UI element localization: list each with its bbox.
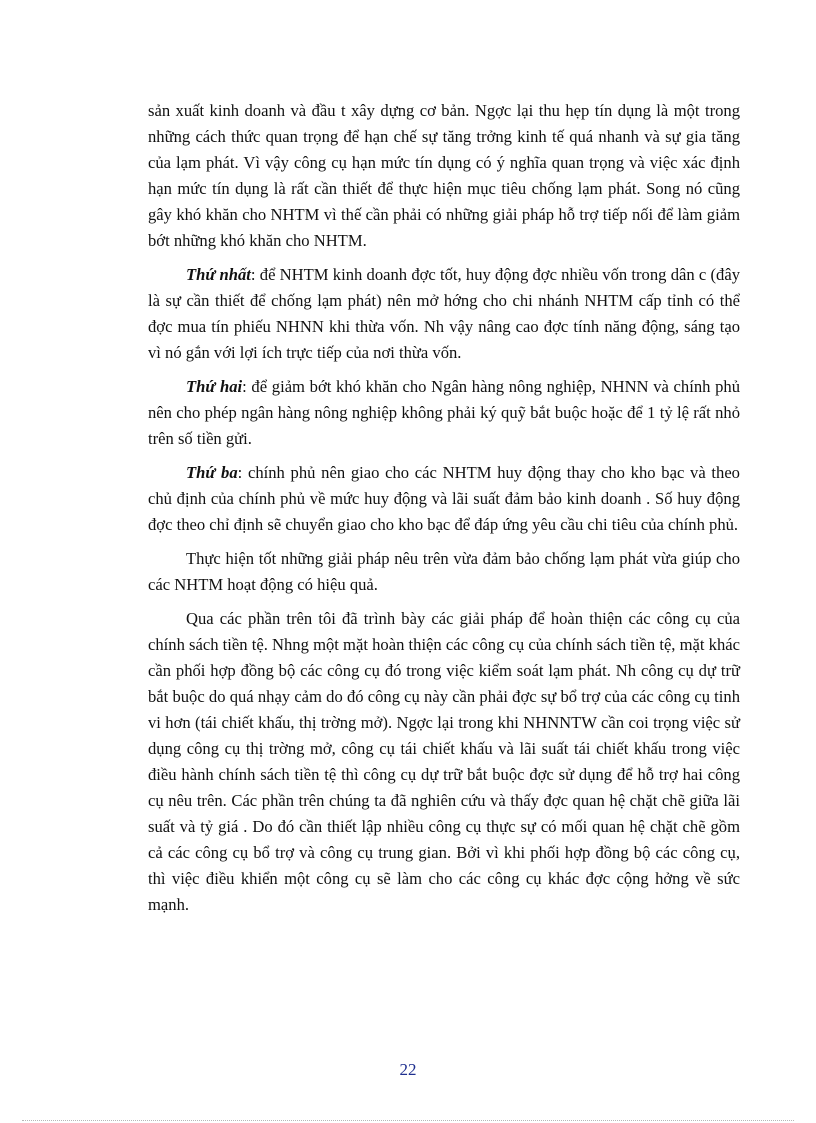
document-body bbox=[148, 98, 740, 926]
paragraph-text: : để NHTM kinh doanh đợc tốt, huy động đợc nhiều vốn trong dân c (đây là sự cần thiết để chống lạm phát) nên mở hớng cho chi nhánh NHTM cấp tỉnh có thể đợc mua tín phiếu NHNN khi thừa vốn. Nh vậy nâng cao đợc tính năng động, sáng tạo vì nó gắn với lợi ích trực tiếp của nơi thừa vốn. bbox=[148, 265, 740, 362]
paragraph-continuation bbox=[148, 98, 740, 254]
paragraph-conclusion bbox=[148, 606, 740, 918]
paragraph-text: Qua các phần trên tôi đã trình bày các giải pháp để hoàn thiện các công cụ của chính sách tiền tệ. Nhng một mặt hoàn thiện các công cụ của chính sách tiền tệ, mặt khác cần phối hợp đồng bộ các công cụ đó trong việc kiểm soát lạm phát. Nh công cụ dự trữ bắt buộc do quá nhạy cảm do đó công cụ này cần phải đợc sự bổ trợ của các công cụ tinh vi hơn (tái chiết khấu, thị trờng mở). Ngợc lại trong khi NHNNTW cần coi trọng việc sử dụng công cụ thị trờng mở, công cụ tái chiết khấu và lãi suất tái chiết khấu trong việc điều hành chính sách tiền tệ thì công cụ dự trữ bắt buộc đợc sử dụng để hỗ trợ hai công cụ nêu trên. Các phần trên chúng ta đã nghiên cứu và thấy đợc quan hệ chặt chẽ giữa lãi suất và tỷ giá . Do đó cần thiết lập nhiều công cụ thực sự có mối quan hệ chặt chẽ gồm cả các công cụ bổ trợ và công cụ trung gian. Bởi vì khi phối hợp đồng bộ các công cụ, thì việc điều khiển một công cụ sẽ làm cho các công cụ khác đợc cộng hởng về sức mạnh. bbox=[148, 609, 740, 914]
paragraph-lead-thu-nhat: Thứ nhất bbox=[186, 265, 251, 284]
paragraph-text: sản xuất kinh doanh và đầu t xây dựng cơ bản. Ngợc lại thu hẹp tín dụng là một trong những cách thức quan trọng để hạn chế sự tăng trởng kinh tế quá nhanh và sự gia tăng của lạm phát. Vì vậy công cụ hạn mức tín dụng có ý nghĩa quan trọng và việc xác định hạn mức tín dụng là rất cần thiết để thực hiện mục tiêu chống lạm phát. Song nó cũng gây khó khăn cho NHTM vì thế cần phải có những giải pháp hỗ trợ tiếp nối để làm giảm bớt những khó khăn cho NHTM. bbox=[148, 101, 740, 250]
paragraph-lead-thu-hai: Thứ hai bbox=[186, 377, 243, 396]
paragraph-summary bbox=[148, 546, 740, 598]
page-number: 22 bbox=[399, 1060, 417, 1079]
paragraph-text: : để giảm bớt khó khăn cho Ngân hàng nông nghiệp, NHNN và chính phủ nên cho phép ngân hàng nông nghiệp không phải ký quỹ bắt buộc hoặc để 1 tỷ lệ rất nhỏ trên số tiền gửi. bbox=[148, 377, 741, 448]
paragraph-text: : chính phủ nên giao cho các NHTM huy động thay cho kho bạc và theo chủ định của chính phủ về mức huy động và lãi suất đảm bảo kinh doanh . Số huy động đợc theo chỉ định sẽ chuyển giao cho kho bạc để đáp ứng yêu cầu chi tiêu của chính phủ. bbox=[148, 463, 740, 534]
paragraph-lead-thu-ba: Thứ ba bbox=[186, 463, 238, 482]
paragraph-thu-nhat bbox=[148, 262, 740, 366]
paragraph-thu-hai bbox=[148, 374, 740, 452]
footer-divider bbox=[22, 1120, 794, 1121]
paragraph-thu-ba bbox=[148, 460, 740, 538]
paragraph-text: Thực hiện tốt những giải pháp nêu trên vừa đảm bảo chống lạm phát vừa giúp cho các NHTM hoạt động có hiệu quả. bbox=[148, 549, 740, 594]
